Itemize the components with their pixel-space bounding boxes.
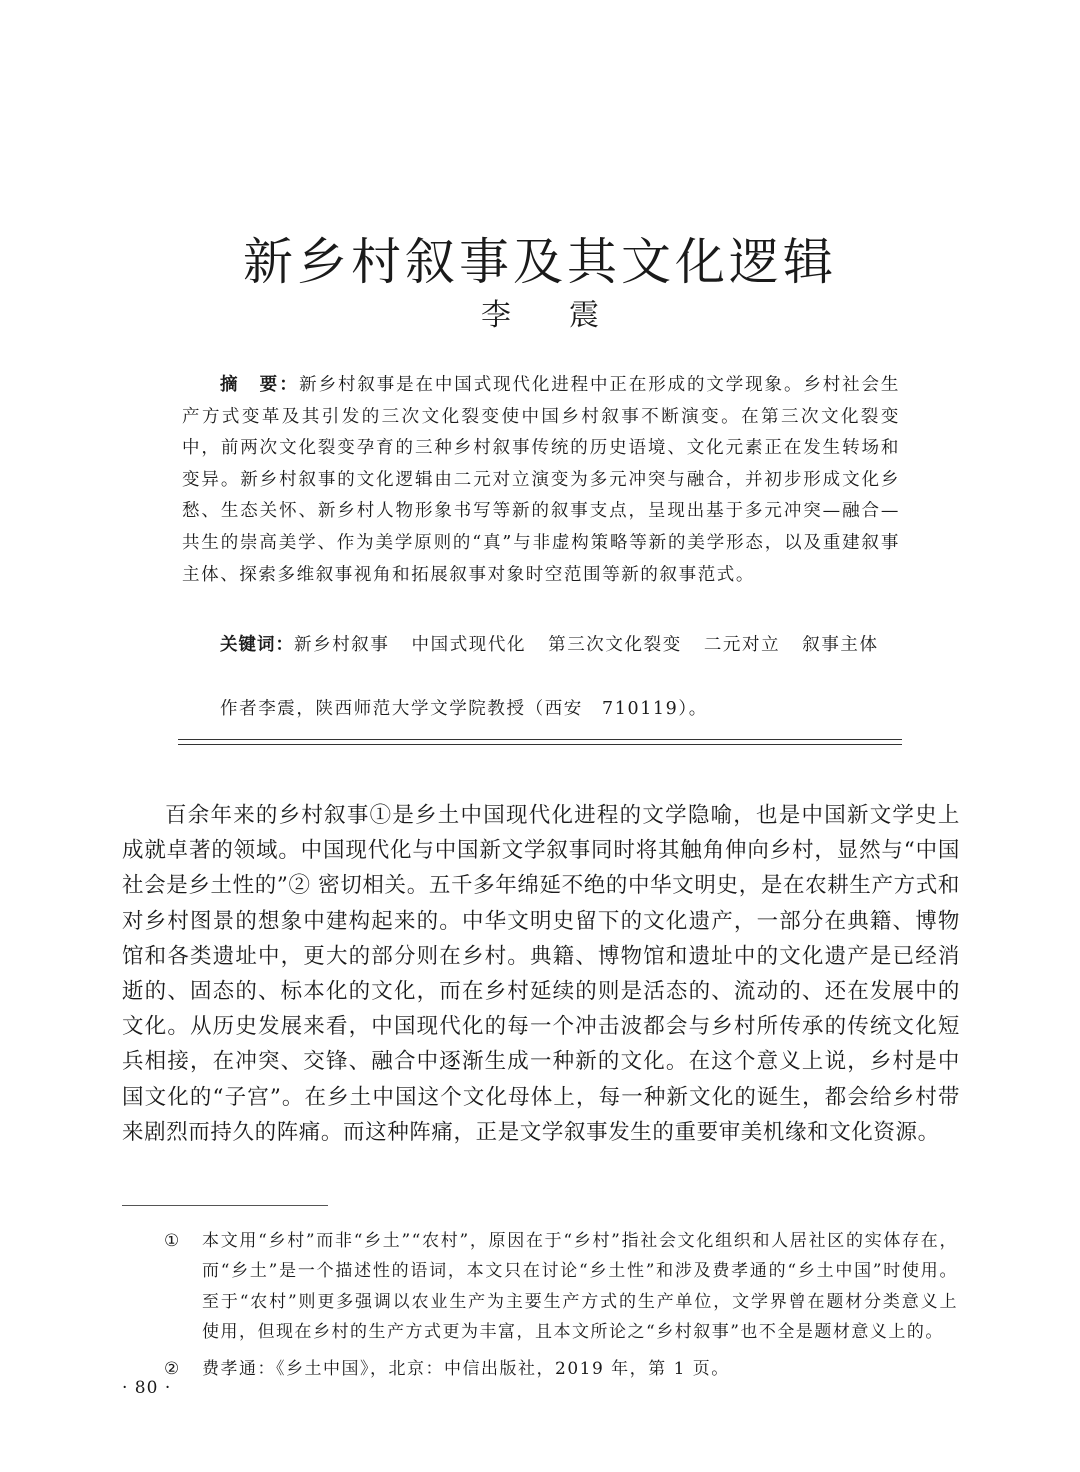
article-title: 新乡村叙事及其文化逻辑 bbox=[243, 232, 837, 291]
keyword-item: 第三次文化裂变 bbox=[548, 635, 682, 655]
author-given-name: 震 bbox=[569, 298, 599, 333]
keyword-item: 二元对立 bbox=[703, 635, 781, 655]
footnote-2 bbox=[164, 1354, 958, 1384]
keywords bbox=[220, 630, 920, 660]
page-number: · 80 · bbox=[122, 1378, 172, 1398]
footnote-mark: ② bbox=[164, 1358, 181, 1379]
keyword-item: 新乡村叙事 bbox=[294, 635, 390, 655]
author-surname: 李 bbox=[481, 298, 511, 333]
abstract-label: 摘 要： bbox=[220, 375, 300, 395]
author-name bbox=[0, 290, 1080, 334]
body-paragraph: 百余年来的乡村叙事①是乡土中国现代化进程的文学隐喻，也是中国新文学史上成就卓著的领域。中国现代化与中国新文学叙事同时将其触角伸向乡村，显然与“中国社会是乡土性的”② 密切相关。五千多年绵延不绝的中华文明史，是在农耕生产方式和对乡村图景的想象中建构起来的。中华文明史留下的文化遗产，一部分在典籍、博物馆和各类遗址中，更大的部分则在乡村。典籍、博物馆和遗址中的文化遗产是已经消逝的、固态的、标本化的文化，而在乡村延续的则是活态的、流动的、还在发展中的文化。从历史发展来看，中国现代化的每一个冲击波都会与乡村所传承的传统文化短兵相接，在冲突、交锋、融合中逐渐生成一种新的文化。在这个意义上说，乡村是中国文化的“子宫”。在乡土中国这个文化母体上，每一种新文化的诞生，都会给乡村带来剧烈而持久的阵痛。而这种阵痛，正是文学叙事发生的重要审美机缘和文化资源。 bbox=[122, 803, 960, 1145]
footnote-mark: ① bbox=[164, 1231, 181, 1251]
abstract bbox=[182, 370, 900, 591]
footnote-1 bbox=[164, 1226, 958, 1348]
footnote-divider bbox=[122, 1205, 328, 1206]
keywords-label: 关键词： bbox=[220, 635, 294, 655]
author-affiliation: 作者李震，陕西师范大学文学院教授（西安 710119）。 bbox=[220, 699, 708, 719]
footnote-text: 本文用“乡村”而非“乡土”“农村”，原因在于“乡村”指社会文化组织和人居社区的实体存在，而“乡土”是一个描述性的语词，本文只在讨论“乡土性”和涉及费孝通的“乡土中国”时使用。至于“农村”则更多强调以农业生产为主要生产方式的生产单位，文学界曾在题材分类意义上使用，但现在乡村的生产方式更为丰富，且本文所论之“乡村叙事”也不全是题材意义上的。 bbox=[202, 1231, 958, 1343]
abstract-text: 新乡村叙事是在中国式现代化进程中正在形成的文学现象。乡村社会生产方式变革及其引发的三次文化裂变使中国乡村叙事不断演变。在第三次文化裂变中，前两次文化裂变孕育的三种乡村叙事传统的历史语境、文化元素正在发生转场和变异。新乡村叙事的文化逻辑由二元对立演变为多元冲突与融合，并初步形成文化乡愁、生态关怀、新乡村人物形象书写等新的叙事支点，呈现出基于多元冲突—融合—共生的崇高美学、作为美学原则的“真”与非虚构策略等新的美学形态，以及重建叙事主体、探索多维叙事视角和拓展叙事对象时空范围等新的叙事范式。 bbox=[182, 375, 900, 585]
keyword-item: 叙事主体 bbox=[802, 635, 879, 655]
header-divider-bottom bbox=[178, 744, 902, 745]
footnote-text: 费孝通：《乡土中国》，北京：中信出版社，2019 年，第 1 页。 bbox=[202, 1358, 730, 1379]
footnotes bbox=[164, 1226, 958, 1390]
keyword-item: 中国式现代化 bbox=[411, 635, 527, 655]
header-divider-top bbox=[178, 739, 902, 740]
